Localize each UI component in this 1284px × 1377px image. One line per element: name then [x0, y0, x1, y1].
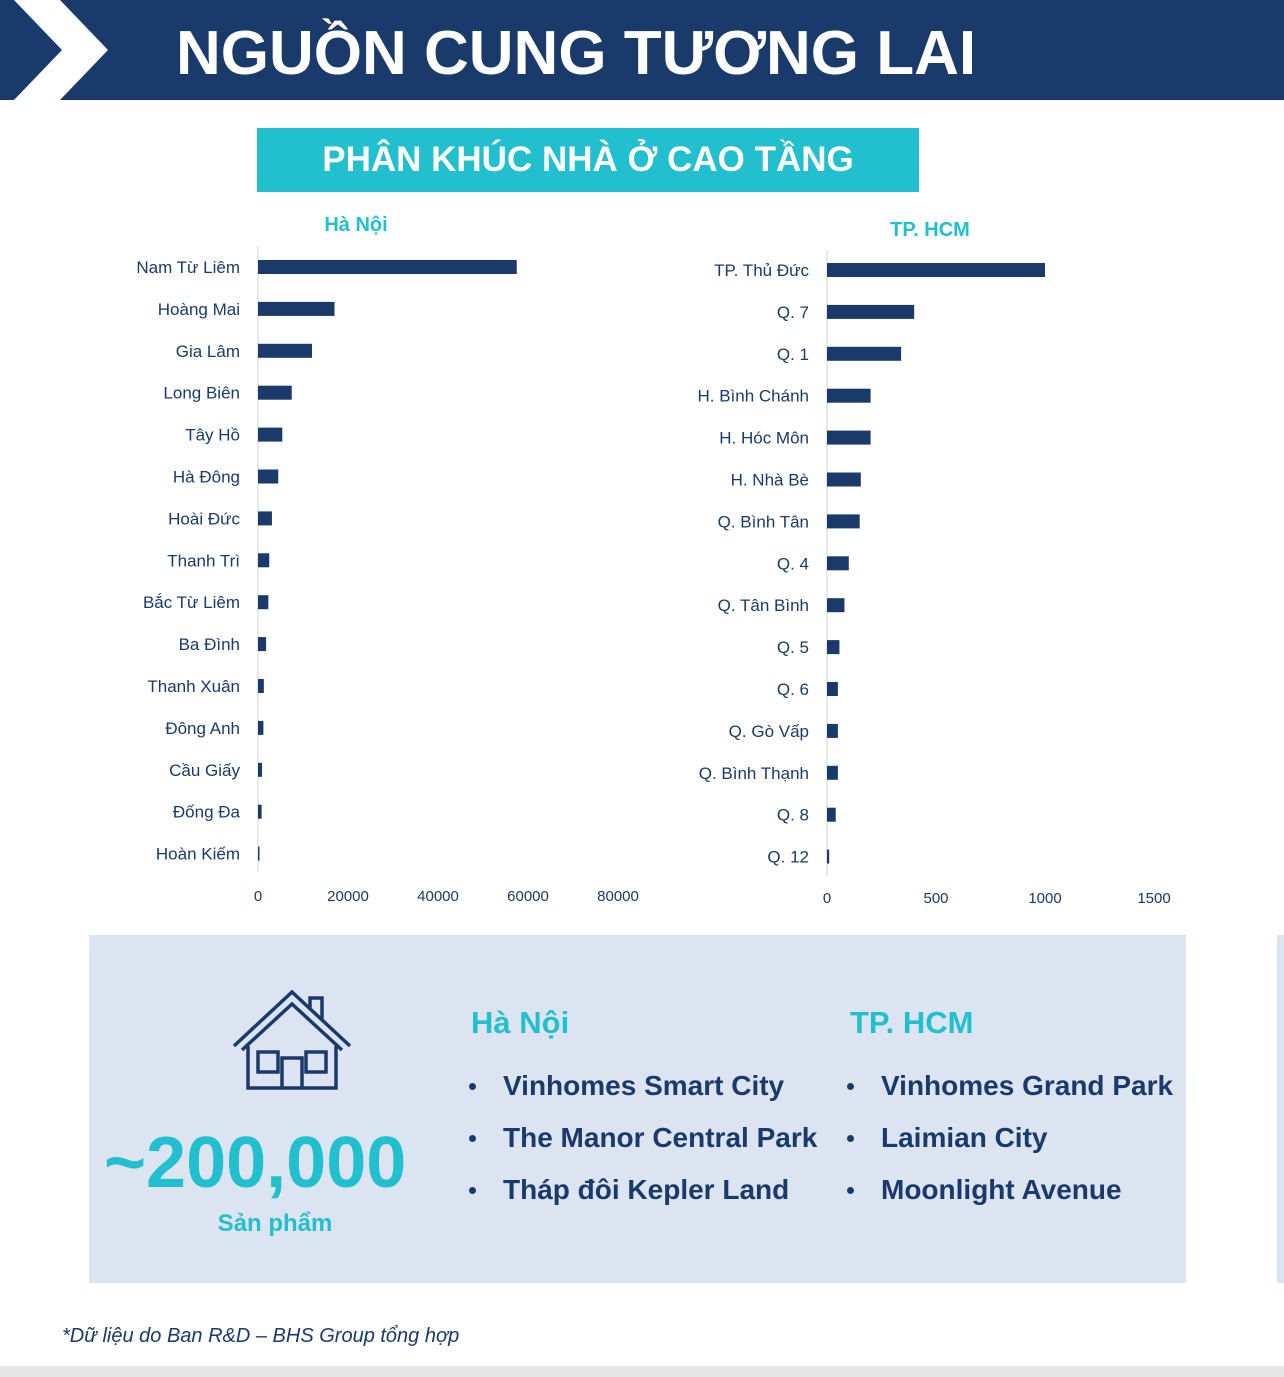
- chevron-icon: [0, 0, 120, 100]
- hn-bar: [258, 847, 260, 861]
- hanoi-projects-title: Hà Nội: [471, 1005, 570, 1040]
- hcm-bar: [827, 431, 871, 445]
- list-item: Tháp đôi Kepler Land: [469, 1164, 817, 1216]
- hn-chart-title: Hà Nội: [324, 214, 388, 236]
- hn-category-label: Hoài Đức: [168, 509, 240, 529]
- hcm-bar: [827, 347, 901, 361]
- hcm-category-label: Q. 1: [776, 344, 809, 364]
- hn-tick-label: 80000: [597, 888, 639, 905]
- hcm-category-label: Q. 7: [776, 302, 809, 322]
- hcm-bar: [827, 389, 871, 403]
- list-item: Moonlight Avenue: [847, 1164, 1173, 1216]
- hn-category-label: Thanh Xuân: [147, 677, 240, 696]
- hcm-category-label: H. Bình Chánh: [697, 386, 809, 406]
- hn-category-label: Hoàn Kiếm: [155, 844, 240, 864]
- total-supply-label: Sản phẩm: [217, 1210, 333, 1237]
- hcm-tick-label: 0: [822, 890, 832, 907]
- hn-bar: [258, 637, 266, 651]
- hn-tick-label: 60000: [507, 888, 549, 905]
- house-icon: [232, 988, 352, 1092]
- hcm-tick-label: 1000: [1028, 890, 1062, 907]
- hn-category-label: Long Biên: [163, 383, 240, 403]
- list-item: Laimian City: [847, 1112, 1173, 1164]
- hcm-bar: [827, 514, 860, 528]
- hcm-bar: [827, 556, 849, 570]
- hcm-category-label: Q. 4: [776, 554, 809, 574]
- panel-edge: [1277, 935, 1284, 1283]
- list-item: The Manor Central Park: [469, 1112, 817, 1164]
- hcm-category-label: Q. Bình Thạnh: [698, 763, 809, 783]
- hn-bar: [258, 428, 282, 442]
- hcm-bar: [827, 724, 838, 738]
- hn-tick-label: 40000: [417, 888, 459, 905]
- hn-bar: [258, 386, 292, 400]
- list-item: Vinhomes Smart City: [469, 1060, 817, 1112]
- hn-category-label: Thanh Trì: [167, 551, 240, 571]
- hcm-bar: [827, 263, 1045, 277]
- hcm-bar: [827, 808, 836, 822]
- hn-bar: [258, 553, 269, 567]
- hcm-category-label: Q. Bình Tân: [717, 512, 809, 532]
- hcm-chart-title: TP. HCM: [890, 219, 970, 241]
- hcm-category-label: Q. 6: [776, 680, 809, 699]
- hcm-category-label: Q. Gò Vấp: [728, 721, 809, 741]
- hcm-tick-label: 500: [923, 890, 949, 907]
- hn-category-label: Gia Lâm: [175, 341, 240, 361]
- hn-category-label: Đông Anh: [165, 718, 240, 738]
- hcm-tick-label: 1500: [1137, 890, 1171, 907]
- hcm-bar: [827, 766, 838, 780]
- list-item: Vinhomes Grand Park: [847, 1060, 1173, 1112]
- hcm-category-label: Q. 12: [767, 847, 809, 867]
- hn-category-label: Cầu Giấy: [169, 760, 240, 780]
- bar-charts: [0, 200, 1284, 920]
- hcm-category-label: TP. Thủ Đức: [714, 261, 809, 280]
- hn-category-label: Tây Hồ: [185, 425, 240, 445]
- hcm-category-label: H. Nhà Bè: [730, 470, 809, 490]
- hcm-projects-list: [847, 1060, 1173, 1216]
- bottom-bar: [0, 1366, 1284, 1377]
- hn-category-label: Đống Đa: [172, 802, 240, 822]
- hcm-bar: [827, 682, 838, 696]
- header-banner: [0, 0, 1284, 100]
- hn-bar: [258, 721, 263, 735]
- hn-bar: [258, 805, 262, 819]
- hn-bar: [258, 302, 335, 316]
- hn-tick-label: 20000: [327, 888, 369, 905]
- hcm-bar: [827, 598, 844, 612]
- hcm-bar: [827, 305, 914, 319]
- hcm-category-label: Q. Tân Bình: [717, 596, 809, 616]
- hn-bar: [258, 763, 262, 777]
- section-title: PHÂN KHÚC NHÀ Ở CAO TẦNG: [257, 128, 919, 192]
- hcm-projects-title: TP. HCM: [850, 1005, 974, 1040]
- footnote: *Dữ liệu do Ban R&D – BHS Group tổng hợp: [62, 1325, 460, 1347]
- hn-bar: [258, 470, 278, 484]
- hn-bar: [258, 344, 312, 358]
- hn-category-label: Nam Từ Liêm: [136, 258, 240, 277]
- hn-bar: [258, 679, 264, 693]
- page-title: NGUỒN CUNG TƯƠNG LAI: [176, 19, 977, 88]
- hn-category-label: Bắc Từ Liêm: [142, 593, 240, 613]
- total-supply-value: ~200,000: [104, 1123, 407, 1203]
- hn-bar: [258, 260, 517, 274]
- hn-category-label: Ba Đình: [178, 635, 240, 655]
- hcm-category-label: Q. 5: [776, 638, 809, 658]
- hn-tick-label: 0: [253, 888, 263, 905]
- hcm-category-label: H. Hóc Môn: [719, 428, 809, 448]
- hn-category-label: Hoàng Mai: [157, 299, 240, 319]
- hcm-bar: [827, 850, 829, 864]
- hcm-bar: [827, 473, 861, 487]
- hcm-category-label: Q. 8: [776, 805, 809, 825]
- hn-bar: [258, 595, 268, 609]
- hanoi-projects-list: [469, 1060, 817, 1216]
- hn-bar: [258, 511, 272, 525]
- hn-category-label: Hà Đông: [172, 467, 240, 487]
- hcm-bar: [827, 640, 839, 654]
